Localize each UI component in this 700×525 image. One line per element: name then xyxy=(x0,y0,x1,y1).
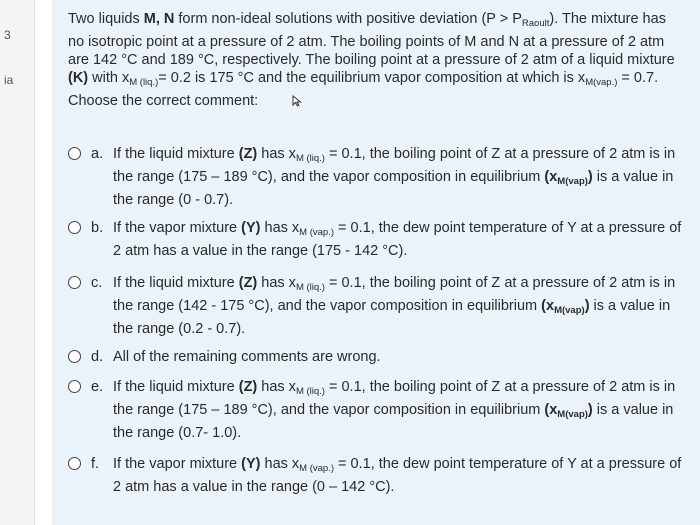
mouse-cursor-icon xyxy=(292,94,302,106)
radio-button[interactable] xyxy=(68,147,81,160)
option-text: If the liquid mixture (Z) has $x_{M (liq.)} = 0.1$, the boiling point of Z at a pressure of 2 atm is in the range (175 – 189 °C), and the vapor composition in equilibrium $(x_{M(vap)})$ is a value in the range (0 - 0.7). xyxy=(113,146,676,208)
option-letter: e. xyxy=(91,379,104,395)
radio-button[interactable] xyxy=(68,350,81,363)
radio-button[interactable] xyxy=(68,380,81,393)
option-letter: b. xyxy=(91,220,104,236)
option-text: If the liquid mixture (Z) has $x_{M (liq.)} = 0.1$, the boiling point of Z at a pressure of 2 atm is in the range (175 – 189 °C), and the vapor composition in equilibrium $(x_{M(vap)})$ is a value in the range (0.7- 1.0). xyxy=(113,379,676,441)
question-text: Two liquids M, N form non-ideal solutions with positive deviation $(P > P_{Raoult})$. The mixture has no isotropic point at a pressure of 2 atm. The boiling points of M and N at a pressure of 2 atm are 142 °C and 189 °C, respectively. The boiling point at a pressure of 2 atm of a liquid mixture (K) with $x_{M (liq.)}= 0.2$ is 175 °C and the equilibrium vapor composition at which is $x_{M(vap.)} = 0.7$. Choose the correct comment: xyxy=(68,11,675,109)
option-e[interactable] xyxy=(68,378,683,442)
option-letter: a. xyxy=(91,146,104,162)
option-text: If the liquid mixture (Z) has $x_{M (liq.)} = 0.1$, the boiling point of Z at a pressure of 2 atm is in the range (142 - 175 °C), and the vapor composition in equilibrium $(x_{M(vap)})$ is a value in the range (0.2 - 0.7). xyxy=(113,275,676,337)
radio-button[interactable] xyxy=(68,221,81,234)
question-card xyxy=(52,0,700,525)
option-text: If the vapor mixture (Y) has $x_{M (vap.)} = 0.1$, the dew point temperature of Y at a pressure of 2 atm has a value in the range (0 – 142 °C). xyxy=(113,456,682,495)
option-f[interactable] xyxy=(68,455,683,496)
radio-button[interactable] xyxy=(68,457,81,470)
sidebar-fragment: ia xyxy=(4,73,14,87)
radio-button[interactable] xyxy=(68,276,81,289)
option-c[interactable] xyxy=(68,274,683,338)
option-d[interactable] xyxy=(68,348,683,366)
option-b[interactable] xyxy=(68,219,683,260)
option-a[interactable] xyxy=(68,145,683,209)
left-sidebar-strip xyxy=(0,0,35,525)
option-text: If the vapor mixture (Y) has $x_{M (vap.)} = 0.1$, the dew point temperature of Y at a pressure of 2 atm has a value in the range (175 - 142 °C). xyxy=(113,220,682,259)
option-letter: f. xyxy=(91,456,100,472)
sidebar-fragment: 3 xyxy=(4,28,11,42)
option-letter: d. xyxy=(91,349,104,365)
option-text: All of the remaining comments are wrong. xyxy=(113,349,381,365)
option-letter: c. xyxy=(91,275,103,291)
